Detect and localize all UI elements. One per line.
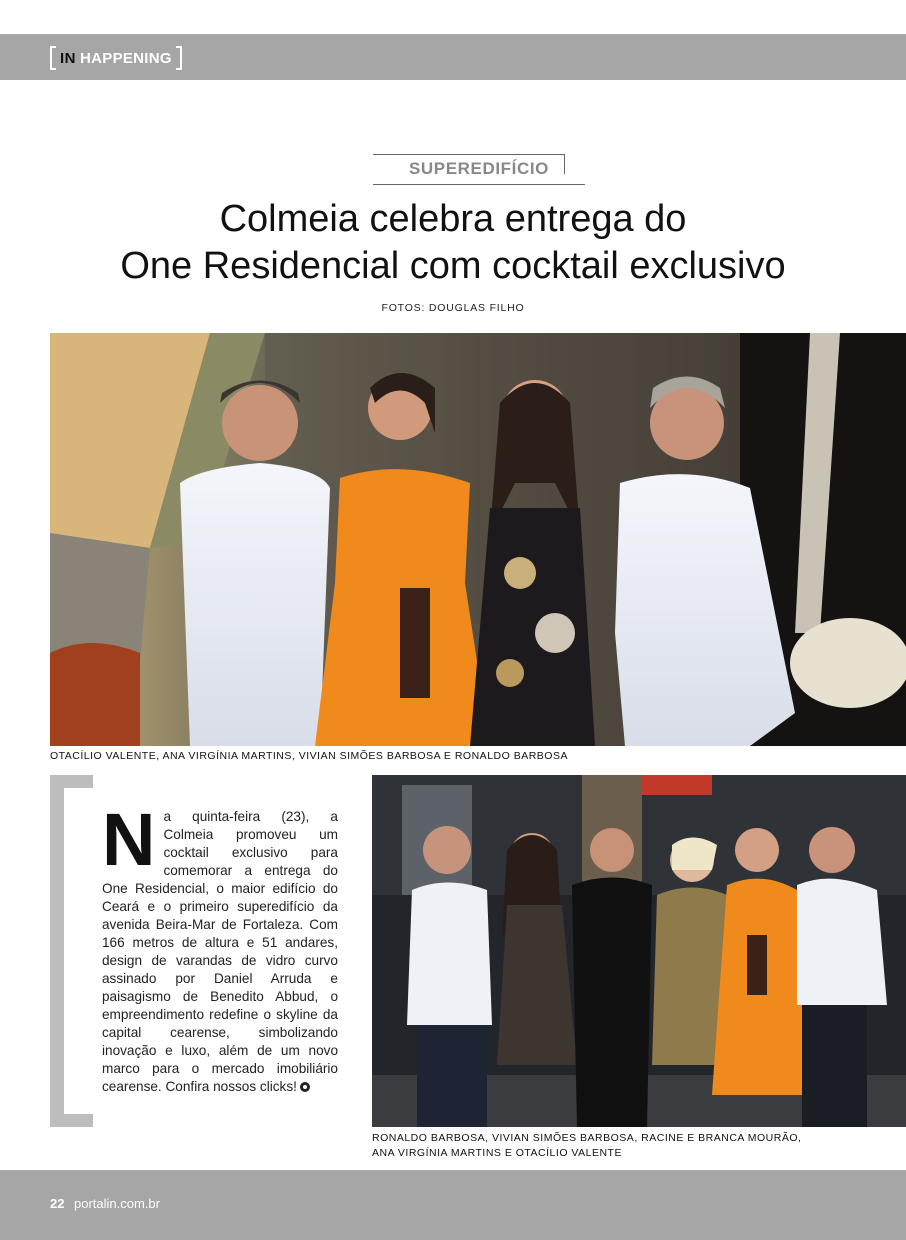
page-number: 22: [50, 1196, 65, 1211]
kicker: [373, 154, 585, 185]
bracket-right: [176, 46, 182, 70]
photo-group-six: [372, 775, 906, 1127]
article-body: [102, 798, 338, 1096]
headline-line-1: Colmeia celebra entrega do: [219, 198, 687, 240]
photo-caption-2-line-2: ANA VIRGÍNIA MARTINS E OTACÍLIO VALENTE: [372, 1147, 622, 1159]
photo-caption-2-line-1: RONALDO BARBOSA, VIVIAN SIMÕES BARBOSA, RACINE E BRANCA MOURÃO,: [372, 1132, 802, 1144]
kicker-text: SUPEREDIFÍCIO: [408, 159, 550, 178]
article-body-text: a quinta-feira (23), a Colmeia promoveu um cocktail exclusivo para comemorar a entrega do One Residencial, o maior edifício do Ceará e o primeiro superedifício da avenida Beira-Mar de Fortaleza. Com 166 metros de altura e 51 andares, design de varandas de vidro curvo assinado por Daniel Arruda e paisagismo de Benedito Abbud, o empreendimento redefine o skyline da capital cearense, simbolizando inovação e luxo, além de um novo marco para o mercado imobiliário cearense. Confira nossos clicks!: [102, 809, 338, 1094]
kicker-rule-bottom: [373, 184, 585, 185]
photo-group-four-image: [50, 333, 906, 746]
text-bracket-vertical: [50, 775, 64, 1127]
photo-caption-1: OTACÍLIO VALENTE, ANA VIRGÍNIA MARTINS, VIVIAN SIMÕES BARBOSA E RONALDO BARBOSA: [50, 750, 568, 762]
kicker-rule-top: [373, 154, 565, 155]
text-bracket: [50, 775, 93, 1127]
page-title: [0, 196, 906, 290]
section-tag-in: IN: [60, 49, 76, 67]
text-bracket-bottom: [50, 1114, 93, 1127]
photo-group-four: [50, 333, 906, 746]
end-mark-icon: [300, 1082, 310, 1092]
text-bracket-top: [50, 775, 93, 788]
photo-caption-2: [372, 1131, 906, 1161]
headline-line-2: One Residencial com cocktail exclusivo: [120, 245, 786, 287]
bracket-left: [50, 46, 56, 70]
section-tag-happening: HAPPENING: [80, 49, 172, 67]
photo-group-six-image: [372, 775, 906, 1127]
site-url[interactable]: portalin.com.br: [74, 1196, 160, 1211]
section-tag: [50, 46, 182, 70]
drop-cap: N: [102, 798, 156, 881]
photo-credit: FOTOS: DOUGLAS FILHO: [381, 302, 525, 314]
